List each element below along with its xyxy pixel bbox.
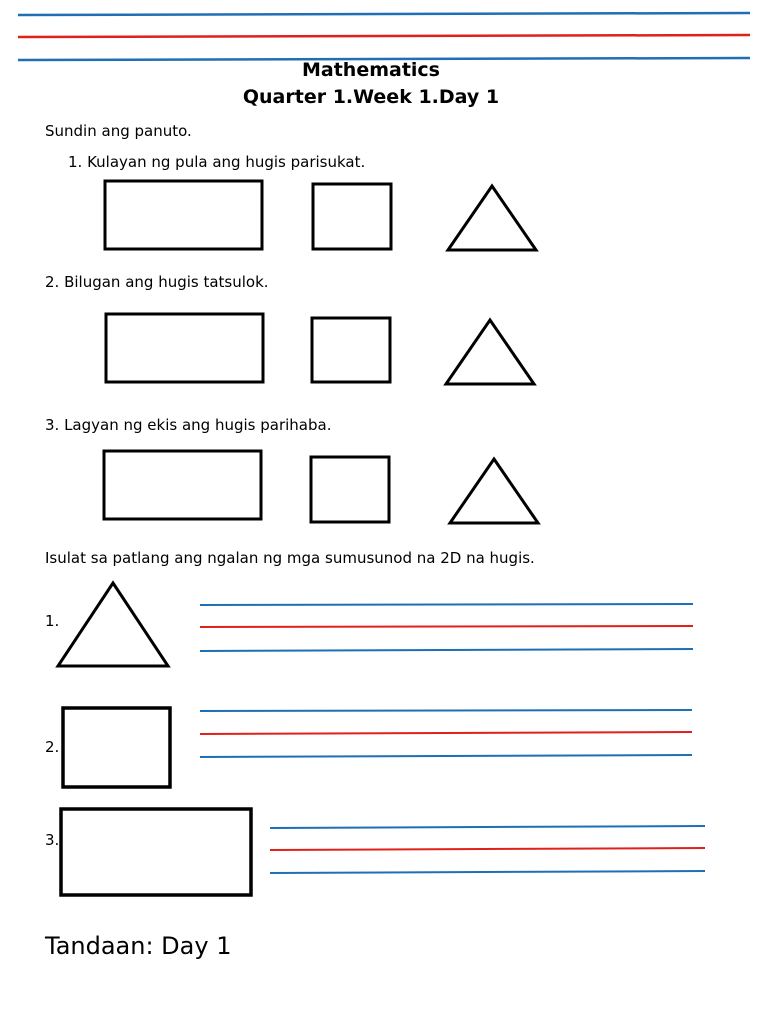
footer-note: Tandaan: Day 1 xyxy=(45,932,232,960)
row-2-square xyxy=(312,318,390,382)
task-1-text: 1. Kulayan ng pula ang hugis parisukat. xyxy=(68,153,366,171)
row-1-square xyxy=(313,184,391,249)
row-2-rectangle xyxy=(106,314,263,382)
writing-instruction-text: Isulat sa patlang ang ngalan ng mga sumusunod na 2D na hugis. xyxy=(45,549,535,567)
writing-2-square xyxy=(63,708,170,787)
row-2-triangle xyxy=(446,320,534,384)
writing-3-rectangle xyxy=(61,809,251,895)
row-3-square xyxy=(311,457,389,522)
row-1-rectangle xyxy=(105,181,262,249)
writing-1-triangle xyxy=(58,583,168,666)
worksheet-title: Mathematics xyxy=(301,59,440,81)
instruction-text: Sundin ang panuto. xyxy=(45,122,192,140)
task-3-text: 3. Lagyan ng ekis ang hugis parihaba. xyxy=(45,416,332,434)
worksheet-subtitle: Quarter 1.Week 1.Day 1 xyxy=(242,86,500,108)
writing-item-1-number: 1. xyxy=(45,612,60,630)
row-3-rectangle xyxy=(104,451,261,519)
row-3-triangle xyxy=(450,459,538,523)
row-1-triangle xyxy=(448,186,536,250)
writing-item-2-number: 2. xyxy=(45,738,60,756)
task-2-text: 2. Bilugan ang hugis tatsulok. xyxy=(45,273,269,291)
writing-item-3-number: 3. xyxy=(45,831,60,849)
